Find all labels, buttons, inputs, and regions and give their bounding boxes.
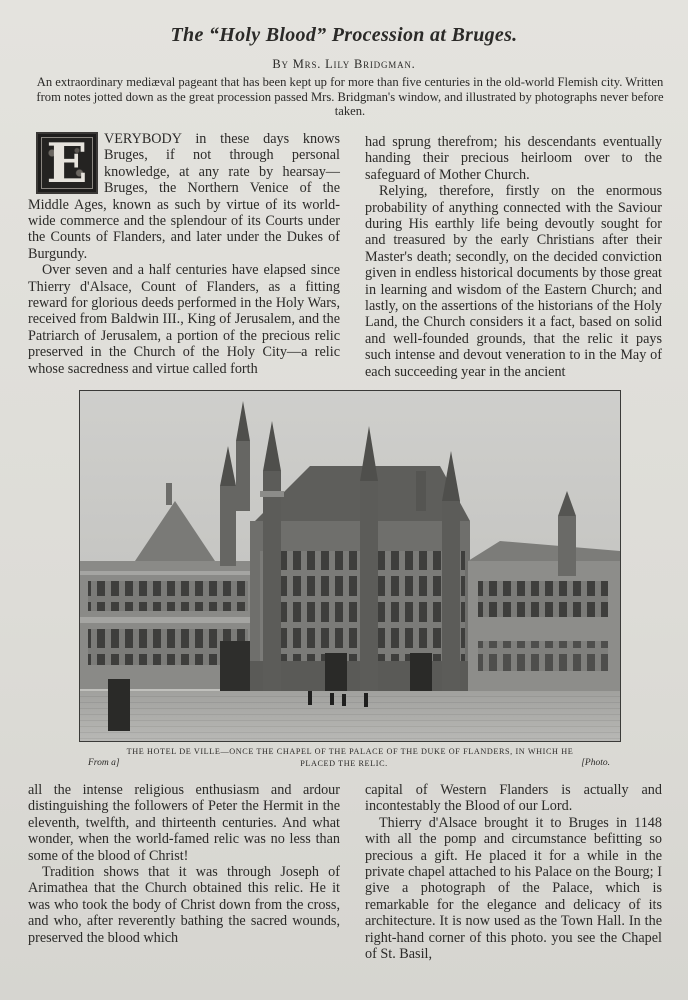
column-3	[28, 782, 340, 946]
article-title: The “Holy Blood” Procession at Bruges.	[170, 24, 518, 46]
photo-credit-left: From a]	[88, 758, 120, 768]
column-1	[28, 131, 340, 377]
paragraph: VERYBODY in these days knows Bruges, if not through personal knowledge, at any rate by hearsay—Bruges, the Northern Venice of the Middle Ages, known as such by virtue of its world-wide commerce and the splendour of its Courts under the Counts of Flanders, and later under the Dukes of Burgundy.	[28, 131, 340, 262]
paragraph: had sprung therefrom; his descendants eventually handing their precious heirloom over to the safeguard of Mother Church.	[365, 134, 662, 183]
photo-caption: THE HOTEL DE VILLE—ONCE THE CHAPEL OF THE PALACE OF THE DUKE OF FLANDERS, IN WHICH HE	[126, 747, 574, 756]
paragraph: Tradition shows that it was through Joseph of Arimathea that the Church obtained this relic. He it was who took the body of Christ down from the cross, and who, after reverently bathing the sacred wounds, preserved the blood which	[28, 864, 340, 946]
photo-caption-line2: PLACED THE RELIC.	[300, 759, 388, 768]
paragraph: all the intense religious enthusiasm and ardour distinguishing the followers of Peter the Hermit in the eleventh, twelfth, and thirteenth centuries. And what wonder, when the world-famed relic was no less than some of the blood of Christ!	[28, 782, 340, 864]
paragraph: Relying, therefore, firstly on the enormous probability of anything connected with the Saviour during His earthly life being devoutly sought for and treasured by the early Christians after their Master's death; secondly, on the decided conviction given in endless historical documents by those great in learning and wisdom of the Eastern Church; and lastly, on the assertions of the historians of the Holy Land, the Church considers it a fact, based on solid and well-founded grounds, that the relic it pays such intense and devout veneration to in the May of each succeeding year in the ancient	[365, 183, 662, 380]
column-2	[365, 134, 662, 380]
drop-cap-letter: E	[46, 131, 88, 195]
column-4	[365, 782, 662, 962]
article-intro: An extraordinary mediæval pageant that has been kept up for more than five centuries in the old-world Flemish city. Written from notes jotted down as the great procession passed Mrs. Bridgman's window, and illustrated by photographs never before taken.	[36, 75, 664, 118]
photo-credit-right: [Photo.	[581, 758, 610, 768]
paragraph: Thierry d'Alsace brought it to Bruges in 1148 with all the pomp and circumstance befitting so precious a gift. He placed it for a while in the private chapel attached to his Palace on the Bourg; I give a photograph of the Palace, which is remarkable for the elegance and delicacy of its architecture. It is now used as the Town Hall. In the right-hand corner of this photo. you see the Chapel of St. Basil,	[365, 814, 662, 963]
photo-illustration	[80, 391, 620, 741]
hotel-de-ville-photo	[79, 390, 621, 742]
paragraph: Over seven and a half centuries have elapsed since Thierry d'Alsace, Count of Flanders, as a fitting reward for glorious deeds performed in the Holy Wars, received from Baldwin III., King of Jerusalem, and the Patriarch of Jerusalem, a portion of the precious relic preserved in the Church of the Holy City—a relic whose sacredness and virtue called forth	[28, 262, 340, 377]
article-byline: By Mrs. Lily Bridgman.	[272, 57, 416, 71]
paragraph: capital of Western Flanders is actually and incontestably the Blood of our Lord.	[365, 782, 662, 815]
drop-cap	[36, 132, 98, 194]
